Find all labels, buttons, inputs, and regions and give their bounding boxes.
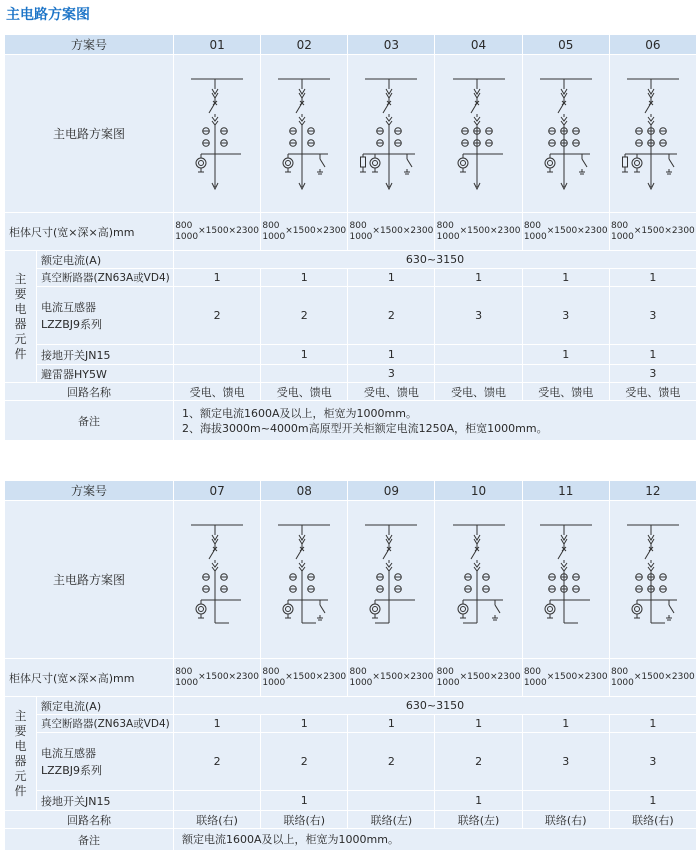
- diagram-label: 主电路方案图: [5, 501, 174, 659]
- contact-symbol: [474, 89, 480, 94]
- indicator-symbol: [196, 158, 206, 168]
- ct-count: 2: [261, 287, 348, 345]
- circuit-diagram: [522, 55, 609, 213]
- indicator-symbol: [458, 158, 468, 168]
- breaker-count: 1: [348, 715, 435, 733]
- ct-count: 2: [348, 733, 435, 791]
- ct-count: 3: [609, 287, 696, 345]
- indicator-symbol: [545, 604, 555, 614]
- circuit-name: 受电、馈电: [261, 383, 348, 401]
- arrester-count: [174, 365, 261, 383]
- current-value: 630~3150: [174, 251, 697, 269]
- single-line-diagram: [177, 505, 257, 655]
- earth-switch-count: [348, 791, 435, 811]
- indicator-symbol: [370, 158, 380, 168]
- contact-symbol: [561, 89, 567, 94]
- earth-switch-symbol: [582, 159, 587, 167]
- scheme-number: 11: [522, 481, 609, 501]
- contact-symbol: [561, 117, 567, 121]
- contact-symbol: [561, 563, 567, 567]
- ct-count: 2: [174, 287, 261, 345]
- circuit-name: 受电、馈电: [522, 383, 609, 401]
- earth-switch-symbol: [669, 159, 674, 167]
- header-label: 方案号: [5, 481, 174, 501]
- scheme-table-1: [4, 34, 697, 441]
- circuit-diagram: [435, 501, 522, 659]
- breaker-count: 1: [609, 715, 696, 733]
- earth-switch-count: 1: [348, 345, 435, 365]
- contact-symbol: [212, 117, 218, 121]
- circuit-diagram: [261, 55, 348, 213]
- contact-symbol: [648, 535, 654, 540]
- diagram-label: 主电路方案图: [5, 55, 174, 213]
- ct-label: 电流互感器 LZZBJ9系列: [37, 287, 174, 345]
- dimension-cell: 800 1000×1500×2300: [174, 213, 261, 251]
- contact-symbol: [648, 89, 654, 94]
- contact-symbol: [299, 563, 305, 567]
- indicator-symbol: [199, 606, 204, 611]
- earth-switch-count: 1: [261, 791, 348, 811]
- contact-symbol: [212, 89, 218, 94]
- dimension-cell: 800 1000×1500×2300: [348, 213, 435, 251]
- main-components-label: 主 要 电 器 元 件: [5, 697, 37, 811]
- scheme-number: 05: [522, 35, 609, 55]
- earth-switch-symbol: [407, 159, 412, 167]
- circuit-name: 联络(右): [522, 811, 609, 829]
- indicator-symbol: [545, 158, 555, 168]
- single-line-diagram: [177, 59, 257, 209]
- ct-count: 3: [522, 733, 609, 791]
- single-line-diagram: [351, 505, 431, 655]
- single-line-diagram: [439, 505, 519, 655]
- dimension-cell: 800 1000×1500×2300: [348, 659, 435, 697]
- circuit-diagram: [261, 501, 348, 659]
- scheme-number: 01: [174, 35, 261, 55]
- dimension-cell: 800 1000×1500×2300: [261, 659, 348, 697]
- single-line-diagram: [439, 59, 519, 209]
- circuit-name: 受电、馈电: [435, 383, 522, 401]
- current-label: 额定电流(A): [37, 251, 174, 269]
- single-line-diagram: [264, 59, 344, 209]
- dimension-label: 柜体尺寸(宽×深×高)mm: [5, 213, 174, 251]
- single-line-diagram: [613, 505, 693, 655]
- earth-switch-count: [174, 791, 261, 811]
- ct-count: 2: [261, 733, 348, 791]
- indicator-symbol: [460, 606, 465, 611]
- indicator-symbol: [634, 160, 639, 165]
- circuit-name: 联络(右): [174, 811, 261, 829]
- contact-symbol: [386, 89, 392, 94]
- indicator-symbol: [199, 160, 204, 165]
- dimension-cell: 800 1000×1500×2300: [609, 213, 696, 251]
- indicator-symbol: [283, 158, 293, 168]
- dimension-cell: 800 1000×1500×2300: [522, 659, 609, 697]
- single-line-diagram: [613, 59, 693, 209]
- dimension-label: 柜体尺寸(宽×深×高)mm: [5, 659, 174, 697]
- remarks-label: 备注: [5, 401, 174, 441]
- circuit-diagram: [174, 501, 261, 659]
- contact-symbol: [386, 117, 392, 121]
- breaker-count: 1: [522, 715, 609, 733]
- scheme-number: 08: [261, 481, 348, 501]
- scheme-number: 12: [609, 481, 696, 501]
- contact-symbol: [299, 89, 305, 94]
- earth-switch-count: [174, 345, 261, 365]
- scheme-number: 02: [261, 35, 348, 55]
- indicator-symbol: [458, 604, 468, 614]
- arrester-count: 3: [609, 365, 696, 383]
- circuit-diagram: [348, 55, 435, 213]
- indicator-symbol: [632, 158, 642, 168]
- remarks-label: 备注: [5, 829, 174, 851]
- scheme-number: 07: [174, 481, 261, 501]
- earth-switch-count: [435, 345, 522, 365]
- earth-switch-count: 1: [435, 791, 522, 811]
- earth-switch-label: 接地开关JN15: [37, 345, 174, 365]
- scheme-number: 03: [348, 35, 435, 55]
- dimension-cell: 800 1000×1500×2300: [609, 659, 696, 697]
- circuit-diagram: [348, 501, 435, 659]
- contact-symbol: [386, 563, 392, 567]
- breaker-count: 1: [174, 269, 261, 287]
- contact-symbol: [386, 535, 392, 540]
- arrester-count: [261, 365, 348, 383]
- arrester-symbol: [622, 157, 627, 167]
- ct-count: 2: [435, 733, 522, 791]
- indicator-symbol: [283, 604, 293, 614]
- circuit-name-label: 回路名称: [5, 383, 174, 401]
- indicator-symbol: [373, 606, 378, 611]
- circuit-diagram: [609, 55, 696, 213]
- circuit-name: 联络(右): [609, 811, 696, 829]
- scheme-number: 09: [348, 481, 435, 501]
- arrester-count: 3: [348, 365, 435, 383]
- earth-switch-count: [522, 791, 609, 811]
- single-line-diagram: [526, 505, 606, 655]
- current-value: 630~3150: [174, 697, 697, 715]
- earth-switch-symbol: [320, 605, 325, 613]
- indicator-symbol: [286, 160, 291, 165]
- single-line-diagram: [526, 59, 606, 209]
- circuit-diagram: [609, 501, 696, 659]
- indicator-symbol: [373, 160, 378, 165]
- ct-count: 3: [522, 287, 609, 345]
- indicator-symbol: [634, 606, 639, 611]
- dimension-cell: 800 1000×1500×2300: [174, 659, 261, 697]
- indicator-symbol: [286, 606, 291, 611]
- earth-switch-count: 1: [609, 345, 696, 365]
- circuit-name: 联络(左): [435, 811, 522, 829]
- earth-switch-symbol: [320, 159, 325, 167]
- indicator-symbol: [632, 604, 642, 614]
- earth-switch-count: 1: [261, 345, 348, 365]
- breaker-count: 1: [261, 715, 348, 733]
- main-components-label: 主 要 电 器 元 件: [5, 251, 37, 383]
- circuit-name: 联络(右): [261, 811, 348, 829]
- earth-switch-symbol: [669, 605, 674, 613]
- scheme-number: 04: [435, 35, 522, 55]
- breaker-count: 1: [261, 269, 348, 287]
- contact-symbol: [561, 535, 567, 540]
- ct-label: 电流互感器 LZZBJ9系列: [37, 733, 174, 791]
- indicator-symbol: [547, 160, 552, 165]
- circuit-diagram: [522, 501, 609, 659]
- dimension-cell: 800 1000×1500×2300: [522, 213, 609, 251]
- indicator-symbol: [547, 606, 552, 611]
- circuit-name: 受电、馈电: [348, 383, 435, 401]
- dimension-cell: 800 1000×1500×2300: [435, 213, 522, 251]
- scheme-number: 06: [609, 35, 696, 55]
- circuit-name: 联络(左): [348, 811, 435, 829]
- breaker-count: 1: [348, 269, 435, 287]
- contact-symbol: [648, 563, 654, 567]
- remarks-text: 额定电流1600A及以上，柜宽为1000mm。: [174, 829, 697, 851]
- ct-count: 3: [609, 733, 696, 791]
- indicator-symbol: [370, 604, 380, 614]
- earth-switch-count: 1: [522, 345, 609, 365]
- contact-symbol: [299, 117, 305, 121]
- remarks-text: 1、额定电流1600A及以上，柜宽为1000mm。 2、海拔3000m~4000m高原型开关柜额定电流1250A，柜宽1000mm。: [174, 401, 697, 441]
- indicator-symbol: [460, 160, 465, 165]
- contact-symbol: [474, 535, 480, 540]
- circuit-diagram: [174, 55, 261, 213]
- circuit-diagram: [435, 55, 522, 213]
- circuit-name: 受电、馈电: [609, 383, 696, 401]
- ct-count: 2: [348, 287, 435, 345]
- circuit-name: 受电、馈电: [174, 383, 261, 401]
- header-label: 方案号: [5, 35, 174, 55]
- contact-symbol: [474, 117, 480, 121]
- ct-count: 2: [174, 733, 261, 791]
- single-line-diagram: [351, 59, 431, 209]
- breaker-count: 1: [435, 269, 522, 287]
- breaker-count: 1: [174, 715, 261, 733]
- breaker-count: 1: [522, 269, 609, 287]
- arrester-count: [522, 365, 609, 383]
- contact-symbol: [299, 535, 305, 540]
- scheme-number: 10: [435, 481, 522, 501]
- arrester-label: 避雷器HY5W: [37, 365, 174, 383]
- single-line-diagram: [264, 505, 344, 655]
- earth-switch-count: 1: [609, 791, 696, 811]
- contact-symbol: [474, 563, 480, 567]
- earth-switch-label: 接地开关JN15: [37, 791, 174, 811]
- arrester-count: [435, 365, 522, 383]
- indicator-symbol: [196, 604, 206, 614]
- dimension-cell: 800 1000×1500×2300: [435, 659, 522, 697]
- scheme-table-2: [4, 480, 697, 851]
- arrester-symbol: [361, 157, 366, 167]
- dimension-cell: 800 1000×1500×2300: [261, 213, 348, 251]
- ct-count: 3: [435, 287, 522, 345]
- current-label: 额定电流(A): [37, 697, 174, 715]
- contact-symbol: [648, 117, 654, 121]
- breaker-label: 真空断路器(ZN63A或VD4): [37, 269, 174, 287]
- earth-switch-symbol: [495, 605, 500, 613]
- breaker-count: 1: [609, 269, 696, 287]
- contact-symbol: [212, 535, 218, 540]
- page-title: 主电路方案图: [6, 7, 90, 23]
- breaker-label: 真空断路器(ZN63A或VD4): [37, 715, 174, 733]
- circuit-name-label: 回路名称: [5, 811, 174, 829]
- breaker-count: 1: [435, 715, 522, 733]
- contact-symbol: [212, 563, 218, 567]
